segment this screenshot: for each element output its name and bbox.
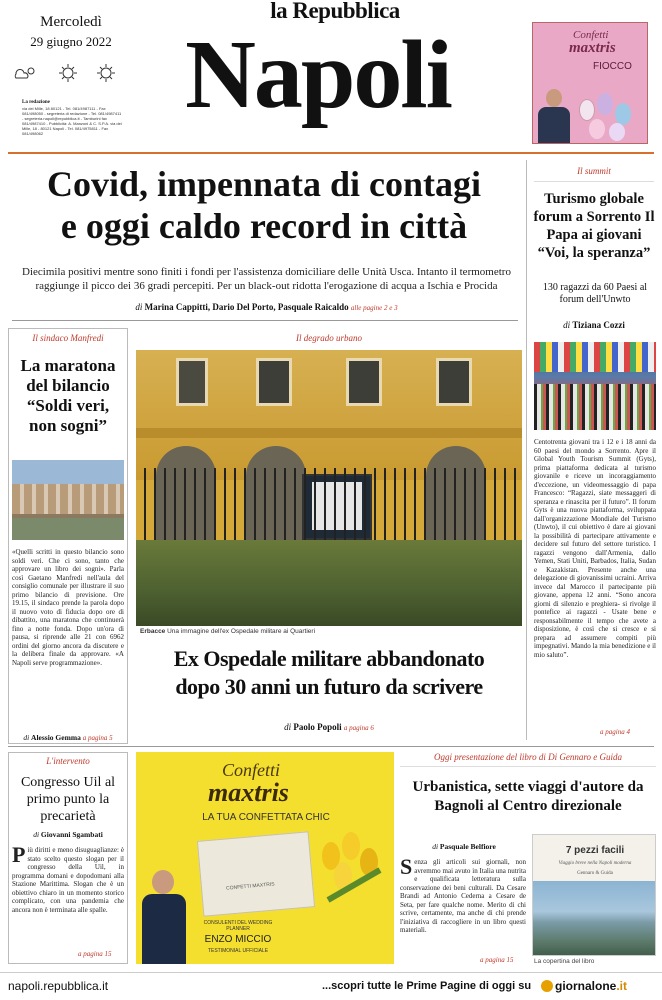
summit-author: Tiziana Cozzi: [572, 320, 625, 330]
uil-kicker: L'intervento: [46, 756, 90, 766]
book-authors: Gennaro & Guida: [577, 871, 613, 876]
edition-date: 29 giugno 2022: [30, 34, 112, 49]
summit-rule: [534, 181, 654, 182]
footer-rule: [0, 972, 662, 973]
ad-brand: maxtris: [569, 40, 616, 56]
summit-sub: 130 ragazzi da 60 Paesi al forum dell'Unwto: [542, 282, 648, 305]
lead-pages: alle pagine 2 e 3: [350, 304, 398, 312]
masthead-brand: la Repubblica: [270, 0, 400, 23]
uil-author: Giovanni Sgambati: [40, 830, 103, 839]
footer-brand[interactable]: [555, 979, 627, 993]
mayor-page[interactable]: a pagina 5: [82, 734, 113, 742]
uil-text-block: [12, 846, 124, 946]
hospital-by: di: [284, 722, 292, 732]
lead-by: di: [135, 302, 143, 312]
summit-page[interactable]: a pagina 4: [600, 728, 630, 736]
urban-kicker: Oggi presentazione del libro di Di Gennaro e Guida: [434, 752, 622, 762]
ad-bottom-flowers: [312, 826, 392, 916]
mayor-text: «Quelli scritti in questo bilancio sono soldi veri. Che ci sono, tanto che approvare un libro dei sogni». Parla così Gaetano Manfredi nell'aula del consiglio comunale per illustrare il suo primo bilancio di previsione. Ore 19.15, il sindaco prende la parola dopo il nuovo voto di fiducia dopo ore di dibattito, una maratona che continuerà fino a notte fonda. Dopo un'ora di pausa, si riprende alle 21 con 6962 ordini del giorno ancora da discutere e la delibera finale da approvare. «A Napoli serve programmazione».: [12, 548, 124, 667]
hospital-author: Paolo Popoli: [293, 722, 342, 732]
uil-dropcap: P: [12, 846, 26, 867]
urban-text-block: [400, 858, 526, 954]
uil-text: iù diritti e meno disuguaglianze: è stato scelto questo slogan per il congresso della Uil, in programma domani e dopodomani alla Stazione Marittima. Slogan che è un obiettivo chiaro in un momento storico complicato, con una pandemia che ancora non è terminata alle spalle.: [12, 846, 124, 914]
lead-rule: [12, 320, 518, 321]
lead-headline-2: e oggi caldo record in città: [60, 206, 468, 246]
mayor-headline: La maratona del bilancio “Soldi veri, non sogni”: [20, 356, 116, 435]
ad-brand-script: Confetti: [573, 29, 609, 41]
lead-headline-1: Covid, impennata di contagi: [46, 164, 482, 204]
hospital-photo: [136, 350, 522, 626]
mid-rule: [8, 746, 654, 747]
urban-author: Pasquale Belfiore: [439, 842, 496, 851]
ad-bottom-person: [142, 868, 186, 964]
ad-person: [537, 83, 571, 143]
hospital-headline-2: dopo 30 anni un futuro da scrivere: [175, 674, 483, 699]
summit-byline: [534, 320, 654, 330]
ad-bottom-tagline: LA TUA CONFETTATA CHIC: [202, 812, 330, 823]
contacts-text: via dei Mille, 18 80121 - Tel. 081/4987111 - Fax 081/498050 - segreteria di redazione - Tel. 081/4987411 - segreteria.napoli@repubblica.it - Tamburini fax 081/4987410 - Pubblicità: A. Manzoni & C. S.P.A. via dei Mille, 18 - 80121 Napoli - Tel. 081/4975811 - Fax 081/498062: [22, 106, 122, 136]
uil-page[interactable]: a pagina 15: [78, 950, 112, 958]
urban-rule: [400, 766, 656, 767]
weather-icon: [10, 62, 130, 84]
ad-candies: [575, 79, 645, 143]
ad-bottom-box: [197, 831, 315, 916]
mayor-author: Alessio Gemma: [31, 733, 81, 742]
lead-byline: [14, 302, 519, 312]
lead-authors: Marina Cappitti, Dario Del Porto, Pasquale Raicaldo: [144, 302, 349, 312]
hospital-caption-name: Erbacce: [140, 628, 166, 635]
summit-kicker: Il summit: [577, 166, 611, 176]
footer-left-link[interactable]: napoli.repubblica.it: [8, 979, 109, 993]
hospital-kicker: Il degrado urbano: [296, 333, 362, 343]
urban-headline: Urbanistica, sette viaggi d'autore da Bagnoli al Centro direzionale: [412, 779, 644, 814]
urban-byline: [400, 842, 528, 851]
giornalone-logo-icon: [541, 980, 553, 992]
mayor-byline: [12, 733, 124, 742]
ad-bottom-role: TESTIMONIAL UFFICIALE: [207, 948, 269, 954]
footer-right-text: ...scopri tutte le Prime Pagine di oggi su: [322, 980, 532, 992]
summit-photo: [534, 342, 656, 430]
ad-bottom-name: ENZO MICCIO: [204, 934, 272, 945]
hospital-headline-1: Ex Ospedale militare abbandonato: [173, 646, 485, 671]
urban-text: enza gli articoli sui giornali, non avremmo mai avuto in Italia una nutrita e qualificata letteratura sulla conservazione dei beni culturali. Da Cesare Brandi ad Antonio Cederna a Cesare de Seta, per fare qualche nome. Merito di chi scrive, certamente, ma anche di chi prende l'iniziativa di raccogliere in un libro questi materiali.: [400, 858, 526, 934]
urban-page[interactable]: a pagina 15: [480, 956, 514, 964]
contacts-title: La redazione: [22, 100, 50, 105]
ad-bottom-brand: maxtris: [208, 778, 289, 807]
summit-by: di: [563, 320, 571, 330]
edition-day: Mercoledì: [40, 14, 102, 30]
ad-bottom[interactable]: [136, 752, 394, 964]
ad-top[interactable]: [532, 22, 648, 144]
urban-book-cover: [532, 834, 656, 956]
book-sub: Viaggio breve nella Napoli moderna: [558, 861, 632, 866]
ad-bottom-box-label: CONFETTI MAXTRIS: [225, 881, 275, 892]
ad-bottom-brand-script: Confetti: [222, 760, 280, 780]
mayor-kicker: Il sindaco Manfredi: [32, 333, 104, 343]
book-title: 7 pezzi facili: [565, 845, 625, 856]
hospital-caption-text: Una immagine dell'ex Ospedale militare ai Quartieri: [167, 628, 316, 635]
summit-headline: Turismo globale forum a Sorrento Il Papa ai giovani “Voi, la speranza”: [533, 191, 655, 261]
ad-bottom-consult: CONSULENTI DEL WEDDING PLANNER: [203, 920, 273, 932]
lead-summary: Diecimila positivi mentre sono finiti i fondi per l'assistenza domiciliare delle Unità Usca. Intanto il termometro raggiunge il picco dei 36 gradi percepiti. Per un black-out ridotta l'erogazione di acqua a Ischia e Procida: [22, 266, 511, 292]
mayor-by: di: [23, 733, 30, 742]
urban-dropcap: S: [400, 858, 413, 879]
footer-brand-tld: .it: [616, 979, 628, 993]
hospital-byline: [136, 722, 522, 732]
ad-sub: FIOCCO: [593, 61, 632, 72]
weather-icons: [10, 62, 130, 84]
mayor-photo: [12, 460, 124, 540]
urban-book-caption: La copertina del libro: [534, 958, 595, 965]
hospital-page[interactable]: a pagina 6: [343, 724, 374, 732]
masthead-title: Napoli: [185, 21, 451, 129]
uil-byline: [12, 830, 124, 839]
footer-brand-name: giornalone: [555, 979, 617, 993]
summit-text: Centotrenta giovani tra i 12 e i 18 anni da 60 paesi del mondo a Sorrento. Apre il Global Youth Tourism Summit (Gyts), prima piattaforma dedicata al turismo giovanile e riceve un incoraggiamento d'eccezione, un videomessaggio di papa Francesco: “Ragazzi, siate messaggeri di speranza e rinascita per il futuro”. Il forum Gyts è una nuova piattaforma, sviluppata dall'organizzazione Mondiale del Turismo (Unwto), il cui obiettivo è dare ai giovani la possibilità di partecipare attivamente e decidere sul futuro del settore turistico. I ragazzi vengono dall'Armenia, dallo Yemen, Stati Uniti, Barbados, Italia, Sudan e Kazakistan. Presente anche una delegazione di giovanissimi ucraini. Arriva invece dal Marocco il partecipante più giovane, appena 12 anni. “Sono ancora giorni di silenzio e preghiera- si rivolge il pontefice ai ragazzi - Usate bene e responsabilmente il tempo che avete a disposizione, è così che si cresce e si prepara ad assumere compiti più impegnativi. Mando la mia benedizione e il mio saluto”.: [534, 438, 656, 659]
masthead-rule: [8, 152, 654, 154]
uil-by: di: [33, 830, 40, 839]
uil-headline: Congresso Uil al primo punto la precarietà: [20, 775, 116, 824]
urban-by: di: [432, 842, 439, 851]
right-col-divider: [526, 160, 527, 740]
hospital-caption: [140, 628, 520, 635]
